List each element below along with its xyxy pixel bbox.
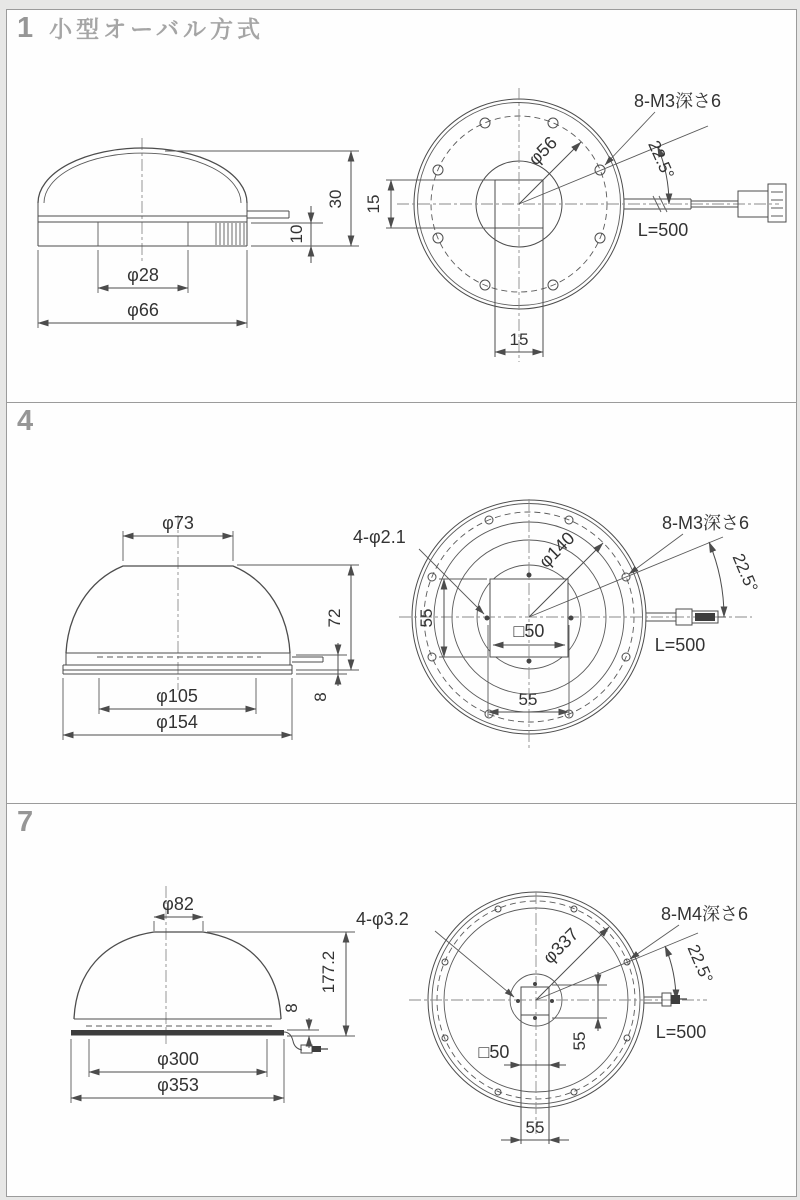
dim-label-phi353: φ353 [157,1075,199,1095]
section-7-number: 7 [17,806,34,838]
side-view-1 [38,138,359,328]
tap-note-label-7: 8-M4深さ6 [661,904,749,924]
dim-label-phi140: φ140 [534,527,579,572]
dim-label-phi56: φ56 [524,132,562,170]
dome-profile-7 [74,932,281,1019]
drawing-sheet-frame [6,9,797,1197]
dim-label-phi300: φ300 [157,1049,199,1069]
section-1-drawing [7,10,796,402]
dim-label-15w: 15 [509,330,529,349]
hole-note-label-4: 4-φ2.1 [353,527,406,547]
dome-profile [38,148,247,203]
cable-top-4 [646,609,726,655]
dim-square-width-1 [495,330,543,352]
dim-height-base-1 [251,206,323,263]
section-1-header [17,14,264,44]
cable-top-1 [624,184,786,240]
cable-length-1: L=500 [637,220,689,240]
dim-label-30: 30 [326,189,345,209]
dim-label-phi28: φ28 [127,265,159,285]
cable-length-4: L=500 [654,635,706,655]
dim-pitch-v-7 [552,972,607,1050]
top-view-7 [356,892,748,1144]
dim-label-177: 177.2 [319,950,338,994]
dim-pitch-h-7 [501,1118,569,1140]
dim-inner-dia-7 [89,1039,267,1077]
dim-label-15h: 15 [364,194,383,214]
cable-stub-side-4 [292,657,323,662]
dim-label-phi82: φ82 [162,894,194,914]
section-7-panel [7,804,796,1196]
hole-note-4 [353,527,484,614]
dim-label-55v-7: 55 [570,1031,589,1051]
section-7-header [17,808,33,837]
cable-stub-side-7 [284,1032,328,1053]
dim-label-10: 10 [287,224,306,244]
tap-note-4 [629,513,749,574]
section-1-panel [7,10,796,403]
dim-height-base-7 [282,1003,319,1048]
base-plate-7 [71,1030,284,1036]
side-view-7 [71,886,355,1103]
dim-label-sq50-4: □50 [513,621,545,641]
dim-height-base-4 [296,643,347,702]
dim-label-55v-4: 55 [417,608,436,628]
cable-length-7: L=500 [655,1022,707,1042]
dim-label-phi73: φ73 [162,513,194,533]
connector-end-4 [695,613,715,621]
section-1-number: 1 [17,12,34,44]
dim-top-dia-7 [154,894,203,931]
dim-label-phi337: φ337 [538,923,583,968]
dim-height-total-7 [207,932,355,1036]
knurl-hatch [216,223,244,245]
dim-label-8-7: 8 [282,1003,301,1013]
dim-label-phi66: φ66 [127,300,159,320]
dim-square-7 [479,1042,566,1065]
dim-label-phi154: φ154 [156,712,198,732]
dim-height-total-1 [165,151,359,246]
tap-note-label-1: 8-M3深さ6 [634,91,722,111]
top-view-1 [364,88,786,362]
top-view-4 [353,499,762,748]
dim-label-55h-4: 55 [518,690,538,709]
angle-label-4: 22.5° [728,550,762,595]
angle-label-7: 22.5° [683,941,717,986]
connector-end-7 [671,995,680,1004]
section-7-drawing [7,804,796,1196]
section-4-drawing [7,403,796,803]
cable-top-7 [644,993,706,1042]
hole-note-label-7: 4-φ3.2 [356,909,409,929]
dim-outer-dia-1 [38,250,247,328]
dim-label-phi105: φ105 [156,686,198,706]
hole-note-7 [356,909,514,997]
page-title: 小型オーバル方式 [49,16,264,42]
dim-label-sq50-7: □50 [478,1042,510,1062]
dim-inner-dia-4 [99,678,256,714]
angle-label-1: 22.5° [644,137,678,182]
dim-height-total-4 [237,565,359,670]
section-4-number: 4 [17,405,34,437]
dim-label-8: 8 [311,692,330,702]
dim-label-55h-7: 55 [525,1118,545,1137]
section-4-panel [7,403,796,804]
section-4-header [17,407,33,436]
cable-stub-side-1 [247,211,289,218]
dim-label-72: 72 [325,608,344,628]
side-view-4 [63,513,359,740]
dim-inner-dia-1 [98,250,188,293]
tap-note-label-4: 8-M3深さ6 [662,513,750,533]
